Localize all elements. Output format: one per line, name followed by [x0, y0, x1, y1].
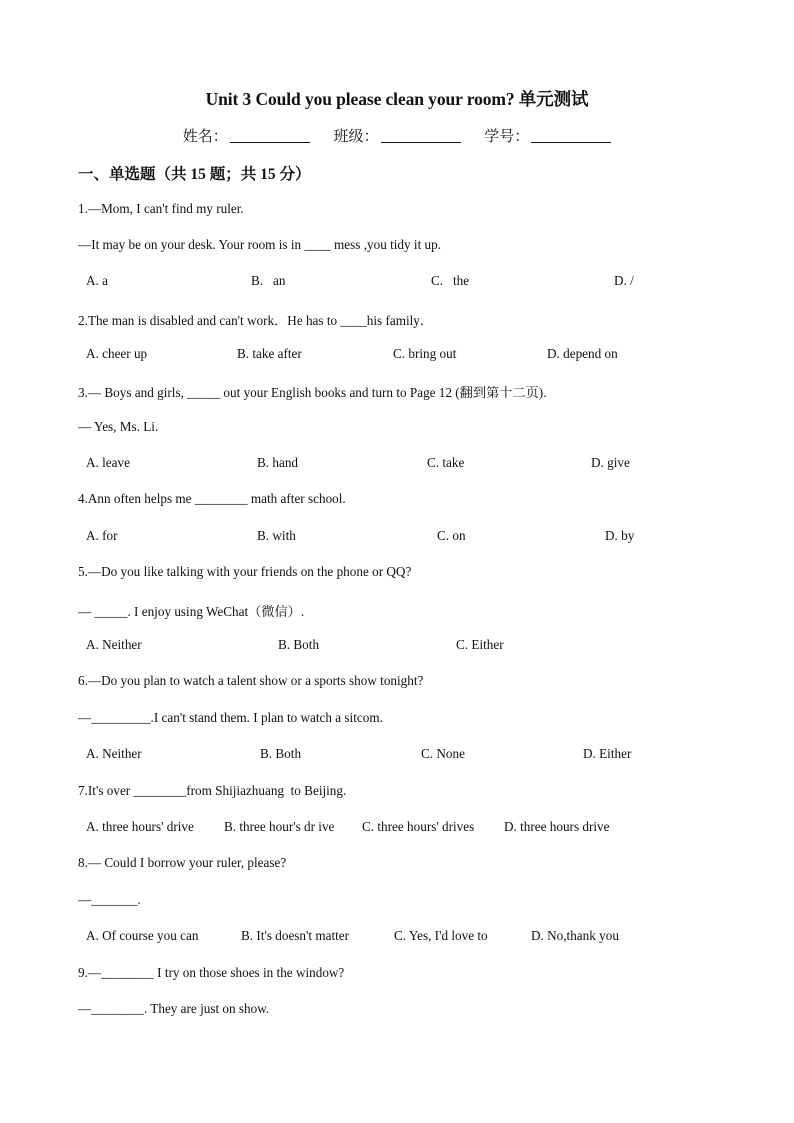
question-line: —_________.I can't stand them. I plan to watch a sitcom. [78, 710, 383, 725]
option-a[interactable]: A. three hours' drive [86, 819, 194, 834]
class-field [333, 125, 460, 146]
name-label: 姓名： [182, 129, 228, 145]
option-c[interactable]: C. three hours' drives [362, 819, 475, 834]
option-d[interactable]: D. Either [583, 746, 632, 761]
option-a[interactable]: A. cheer up [86, 346, 148, 361]
question-line: —_______. [78, 892, 141, 907]
option-d[interactable]: D. give [591, 455, 630, 470]
option-d[interactable]: D. / [614, 273, 634, 288]
name-blank[interactable] [230, 128, 310, 143]
option-b[interactable]: B. Both [278, 637, 320, 652]
student-id-blank[interactable] [531, 128, 611, 143]
option-d[interactable]: D. three hours drive [504, 819, 610, 834]
option-c[interactable]: C. bring out [393, 346, 457, 361]
option-c[interactable]: C. None [421, 746, 465, 761]
question-line: 1.—Mom, I can't find my ruler. [78, 201, 244, 216]
option-d[interactable]: D. No,thank you [531, 928, 619, 943]
option-a[interactable]: A. Neither [86, 746, 142, 761]
option-c[interactable]: C. the [431, 273, 470, 288]
student-id-label: 学号： [484, 129, 530, 145]
option-b[interactable]: B. take after [237, 346, 302, 361]
option-d[interactable]: D. by [605, 528, 635, 543]
name-field [183, 125, 310, 146]
section-title: 一、单选题（共 15 题；共 15 分） [78, 166, 311, 183]
option-c[interactable]: C. Either [456, 637, 504, 652]
option-a[interactable]: A. a [86, 273, 108, 288]
question-line: 7.It's over ________from Shijiazhuang to Beijing. [78, 783, 347, 798]
question-line: — Yes, Ms. Li. [78, 419, 159, 434]
page-title: Unit 3 Could you please clean your room? 单元测试 [205, 89, 589, 109]
question-line: 2.The man is disabled and can't work．He has to ____his family． [78, 313, 434, 328]
question-line: 6.—Do you plan to watch a talent show or a sports show tonight? [78, 673, 424, 688]
question-line: 3.— Boys and girls, _____ out your English books and turn to Page 12 (翻到第十二页). [78, 385, 547, 400]
student-id-field [484, 125, 611, 146]
option-a[interactable]: A. leave [86, 455, 130, 470]
question-line: — _____. I enjoy using WeChat（微信）. [78, 604, 305, 619]
option-c[interactable]: C. Yes, I'd love to [394, 928, 488, 943]
question-line: 4.Ann often helps me ________ math after school. [78, 491, 346, 506]
option-a[interactable]: A. Neither [86, 637, 142, 652]
class-label: 班级： [333, 129, 379, 145]
option-c[interactable]: C. take [427, 455, 465, 470]
option-b[interactable]: B. three hour's dr ive [224, 819, 335, 834]
option-b[interactable]: B. hand [257, 455, 299, 470]
student-info-row [0, 125, 794, 146]
option-b[interactable]: B. Both [260, 746, 302, 761]
option-d[interactable]: D. depend on [547, 346, 618, 361]
class-blank[interactable] [381, 128, 461, 143]
option-a[interactable]: A. Of course you can [86, 928, 199, 943]
question-line: 9.—________ I try on those shoes in the window? [78, 965, 345, 980]
option-c[interactable]: C. on [437, 528, 466, 543]
question-line: —________. They are just on show. [78, 1001, 270, 1016]
question-line: —It may be on your desk. Your room is in ____ mess ,you tidy it up. [78, 237, 442, 252]
option-b[interactable]: B. with [257, 528, 296, 543]
question-line: 5.—Do you like talking with your friends on the phone or QQ? [78, 564, 412, 579]
option-b[interactable]: B. an [251, 273, 286, 288]
question-line: 8.— Could I borrow your ruler, please? [78, 855, 287, 870]
option-a[interactable]: A. for [86, 528, 118, 543]
option-b[interactable]: B. It's doesn't matter [241, 928, 350, 943]
